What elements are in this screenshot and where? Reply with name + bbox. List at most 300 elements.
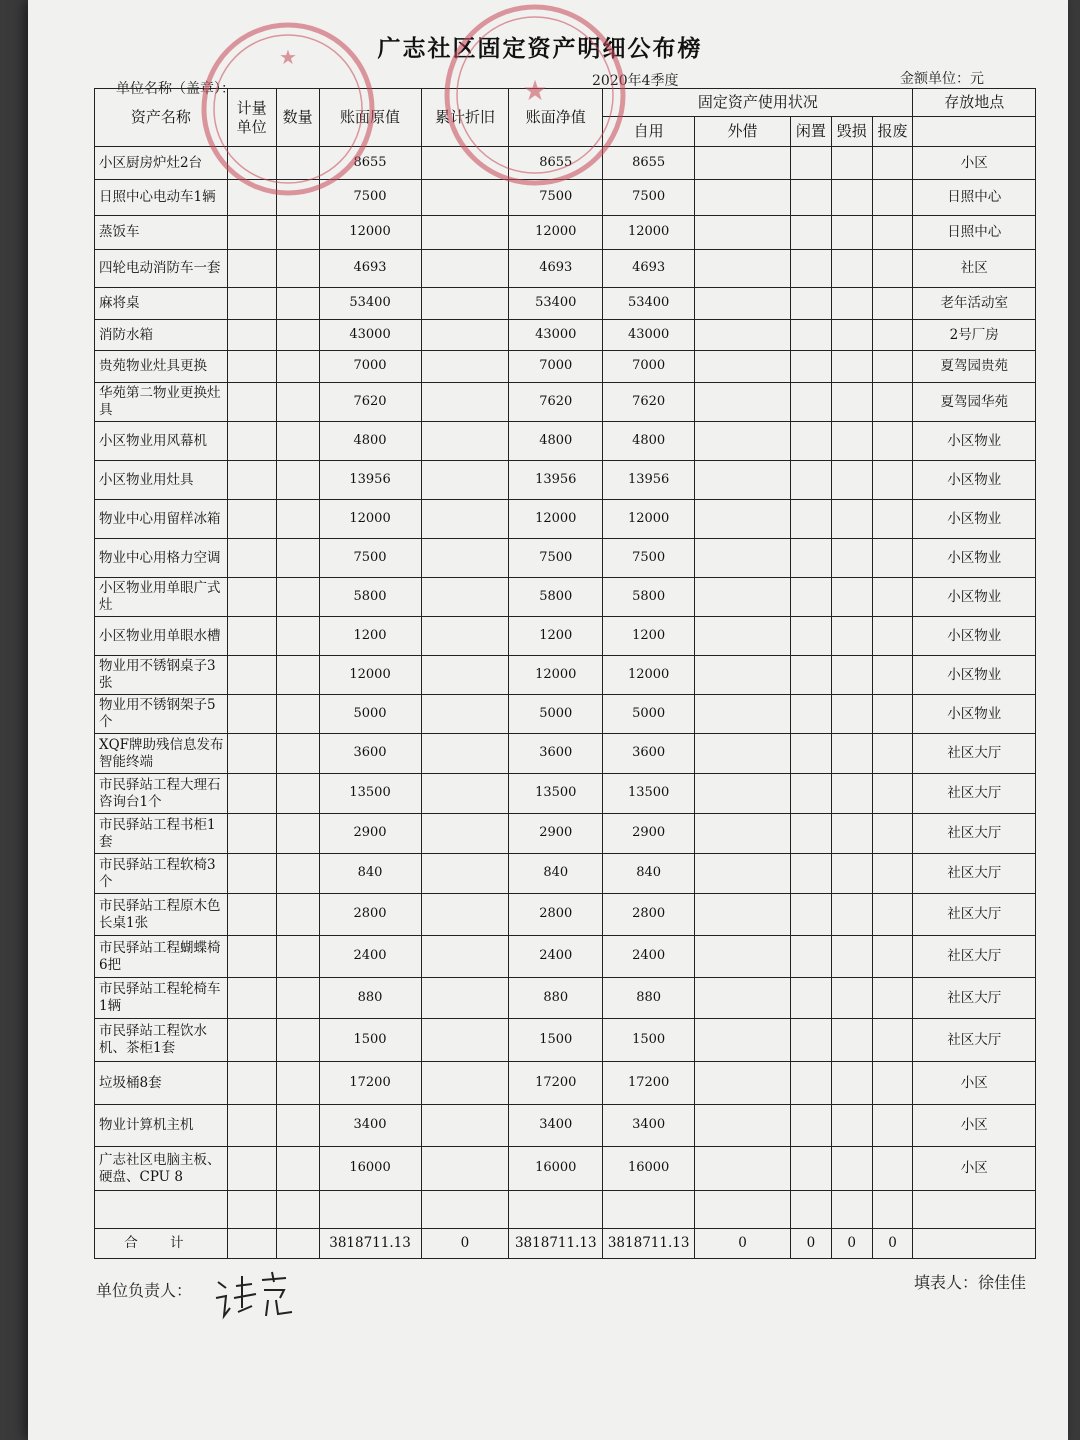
- location-cell: 社区大厅: [913, 894, 1036, 936]
- header-depreciation: 累计折旧: [421, 89, 509, 147]
- idle-cell: [790, 1019, 831, 1062]
- original-value-cell: 4693: [319, 250, 421, 288]
- lent-cell: [695, 180, 791, 216]
- asset-name-cell: 小区物业用单眼水槽: [95, 617, 228, 656]
- lent-cell: [695, 1105, 791, 1147]
- location-cell: 日照中心: [913, 180, 1036, 216]
- qty-cell: [276, 216, 319, 250]
- self-use-cell: 7000: [603, 351, 695, 383]
- asset-name-cell: 小区物业用单眼广式灶: [95, 578, 228, 617]
- idle-cell: [790, 1147, 831, 1191]
- self-use-cell: 7620: [603, 383, 695, 422]
- unit-cell: [227, 1105, 276, 1147]
- unit-cell: [227, 894, 276, 936]
- depreciation-cell: [421, 461, 509, 500]
- location-cell: 小区物业: [913, 578, 1036, 617]
- self-use-cell: 53400: [603, 288, 695, 320]
- self-use-cell: 5800: [603, 578, 695, 617]
- lent-cell: [695, 422, 791, 461]
- damaged-cell: [831, 734, 872, 774]
- location-cell: 社区大厅: [913, 814, 1036, 854]
- idle-cell: [790, 383, 831, 422]
- idle-cell: [790, 1191, 831, 1229]
- idle-cell: [790, 180, 831, 216]
- total-label: 合 计: [95, 1229, 228, 1259]
- depreciation-cell: [421, 288, 509, 320]
- scrapped-cell: [872, 1191, 913, 1229]
- depreciation-cell: [421, 1062, 509, 1105]
- qty-cell: [276, 422, 319, 461]
- table-row: [95, 1105, 1036, 1147]
- qty-cell: [276, 1019, 319, 1062]
- qty-cell: [276, 894, 319, 936]
- scrapped-cell: [872, 288, 913, 320]
- net-value-cell: 4800: [509, 422, 603, 461]
- scrapped-cell: [872, 383, 913, 422]
- unit-cell: [227, 250, 276, 288]
- depreciation-cell: [421, 936, 509, 978]
- qty-cell: [276, 978, 319, 1019]
- table-row: [95, 656, 1036, 695]
- lent-cell: [695, 500, 791, 539]
- depreciation-cell: [421, 250, 509, 288]
- header-idle: 闲置: [790, 117, 831, 147]
- idle-cell: [790, 250, 831, 288]
- damaged-cell: [831, 578, 872, 617]
- idle-cell: [790, 734, 831, 774]
- unit-cell: [227, 695, 276, 734]
- scrapped-cell: [872, 578, 913, 617]
- location-cell: 小区物业: [913, 617, 1036, 656]
- location-cell: 夏驾园华苑: [913, 383, 1036, 422]
- table-header: [95, 89, 1036, 147]
- idle-cell: [790, 216, 831, 250]
- damaged-cell: [831, 422, 872, 461]
- net-value-cell: 1500: [509, 1019, 603, 1062]
- location-cell: 社区: [913, 250, 1036, 288]
- table-row: [95, 894, 1036, 936]
- asset-name-cell: 物业中心用留样冰箱: [95, 500, 228, 539]
- location-cell: 夏驾园贵苑: [913, 351, 1036, 383]
- original-value-cell: 5800: [319, 578, 421, 617]
- self-use-cell: 7500: [603, 180, 695, 216]
- original-value-cell: 7620: [319, 383, 421, 422]
- location-cell: 小区: [913, 147, 1036, 180]
- depreciation-cell: [421, 351, 509, 383]
- damaged-cell: [831, 180, 872, 216]
- self-use-cell: 12000: [603, 500, 695, 539]
- scrapped-cell: [872, 894, 913, 936]
- qty-cell: [276, 250, 319, 288]
- self-use-cell: 17200: [603, 1062, 695, 1105]
- location-cell: 小区: [913, 1062, 1036, 1105]
- damaged-cell: [831, 617, 872, 656]
- lent-cell: [695, 1191, 791, 1229]
- original-value-cell: 2800: [319, 894, 421, 936]
- idle-cell: [790, 978, 831, 1019]
- damaged-cell: [831, 1019, 872, 1062]
- scrapped-cell: [872, 978, 913, 1019]
- damaged-cell: [831, 461, 872, 500]
- location-cell: 社区大厅: [913, 854, 1036, 894]
- idle-cell: [790, 894, 831, 936]
- table-row: [95, 814, 1036, 854]
- original-value-cell: 12000: [319, 656, 421, 695]
- net-value-cell: 13956: [509, 461, 603, 500]
- scrapped-cell: [872, 180, 913, 216]
- depreciation-cell: [421, 1147, 509, 1191]
- table-row: [95, 250, 1036, 288]
- unit-cell: [227, 617, 276, 656]
- original-value-cell: 12000: [319, 216, 421, 250]
- unit-cell: [227, 216, 276, 250]
- location-cell: 日照中心: [913, 216, 1036, 250]
- unit-cell: [227, 936, 276, 978]
- table-row: [95, 351, 1036, 383]
- table-row: [95, 978, 1036, 1019]
- handwritten-signature: [212, 1268, 296, 1324]
- location-cell: 老年活动室: [913, 288, 1036, 320]
- asset-name-cell: [95, 1191, 228, 1229]
- original-value-cell: 2400: [319, 936, 421, 978]
- svg-text:★: ★: [279, 45, 297, 69]
- quarter-label: 2020年4季度: [592, 73, 679, 89]
- original-value-cell: 3600: [319, 734, 421, 774]
- unit-cell: [227, 578, 276, 617]
- location-cell: [913, 1191, 1036, 1229]
- scrapped-cell: [872, 351, 913, 383]
- table-row: [95, 734, 1036, 774]
- asset-name-cell: 垃圾桶8套: [95, 1062, 228, 1105]
- original-value-cell: 13956: [319, 461, 421, 500]
- net-value-cell: [509, 1191, 603, 1229]
- scrapped-cell: [872, 422, 913, 461]
- asset-name-cell: 市民驿站工程饮水机、茶柜1套: [95, 1019, 228, 1062]
- idle-cell: [790, 774, 831, 814]
- net-value-cell: 4693: [509, 250, 603, 288]
- scrapped-cell: [872, 854, 913, 894]
- unit-name-label: 单位名称（盖章）：: [116, 81, 235, 97]
- idle-cell: [790, 1105, 831, 1147]
- damaged-cell: [831, 1191, 872, 1229]
- asset-name-cell: 日照中心电动车1辆: [95, 180, 228, 216]
- table-row: [95, 1147, 1036, 1191]
- unit-cell: [227, 351, 276, 383]
- location-cell: 2号厂房: [913, 320, 1036, 351]
- unit-cell: [227, 1062, 276, 1105]
- net-value-cell: 7500: [509, 539, 603, 578]
- idle-cell: [790, 936, 831, 978]
- table-row: [95, 288, 1036, 320]
- depreciation-cell: [421, 147, 509, 180]
- lent-cell: [695, 539, 791, 578]
- total-lent: 0: [695, 1229, 791, 1259]
- self-use-cell: 13956: [603, 461, 695, 500]
- lent-cell: [695, 695, 791, 734]
- scrapped-cell: [872, 320, 913, 351]
- self-use-cell: 840: [603, 854, 695, 894]
- location-cell: 小区: [913, 1105, 1036, 1147]
- header-location-blank: [913, 117, 1036, 147]
- self-use-cell: 5000: [603, 695, 695, 734]
- asset-name-cell: 四轮电动消防车一套: [95, 250, 228, 288]
- location-cell: 小区物业: [913, 656, 1036, 695]
- idle-cell: [790, 1062, 831, 1105]
- scrapped-cell: [872, 936, 913, 978]
- lent-cell: [695, 814, 791, 854]
- total-self-use: 3818711.13: [603, 1229, 695, 1259]
- lent-cell: [695, 461, 791, 500]
- idle-cell: [790, 578, 831, 617]
- unit-cell: [227, 147, 276, 180]
- self-use-cell: 2800: [603, 894, 695, 936]
- self-use-cell: 3600: [603, 734, 695, 774]
- lent-cell: [695, 978, 791, 1019]
- original-value-cell: 840: [319, 854, 421, 894]
- asset-name-cell: 市民驿站工程原木色长桌1张: [95, 894, 228, 936]
- lent-cell: [695, 894, 791, 936]
- qty-cell: [276, 500, 319, 539]
- depreciation-cell: [421, 854, 509, 894]
- scrapped-cell: [872, 734, 913, 774]
- table-body: [95, 147, 1036, 1229]
- net-value-cell: 12000: [509, 216, 603, 250]
- net-value-cell: 12000: [509, 500, 603, 539]
- qty-cell: [276, 1062, 319, 1105]
- net-value-cell: 43000: [509, 320, 603, 351]
- original-value-cell: 7500: [319, 539, 421, 578]
- scrapped-cell: [872, 250, 913, 288]
- idle-cell: [790, 854, 831, 894]
- self-use-cell: 2900: [603, 814, 695, 854]
- depreciation-cell: [421, 734, 509, 774]
- unit-cell: [227, 500, 276, 539]
- unit-cell: [227, 854, 276, 894]
- original-value-cell: 5000: [319, 695, 421, 734]
- qty-cell: [276, 814, 319, 854]
- original-value-cell: 53400: [319, 288, 421, 320]
- idle-cell: [790, 500, 831, 539]
- depreciation-cell: [421, 422, 509, 461]
- location-cell: 小区物业: [913, 422, 1036, 461]
- location-cell: 社区大厅: [913, 1019, 1036, 1062]
- self-use-cell: 2400: [603, 936, 695, 978]
- depreciation-cell: [421, 1105, 509, 1147]
- damaged-cell: [831, 894, 872, 936]
- net-value-cell: 5800: [509, 578, 603, 617]
- net-value-cell: 7500: [509, 180, 603, 216]
- unit-cell: [227, 288, 276, 320]
- asset-name-cell: 消防水箱: [95, 320, 228, 351]
- scrapped-cell: [872, 1147, 913, 1191]
- asset-name-cell: 小区物业用灶具: [95, 461, 228, 500]
- scrapped-cell: [872, 656, 913, 695]
- self-use-cell: 7500: [603, 539, 695, 578]
- qty-cell: [276, 383, 319, 422]
- header-self-use: 自用: [603, 117, 695, 147]
- location-cell: 小区: [913, 1147, 1036, 1191]
- unit-cell: [227, 383, 276, 422]
- total-qty: [276, 1229, 319, 1259]
- net-value-cell: 1200: [509, 617, 603, 656]
- location-cell: 小区物业: [913, 500, 1036, 539]
- original-value-cell: 16000: [319, 1147, 421, 1191]
- idle-cell: [790, 814, 831, 854]
- header-scrapped: 报废: [872, 117, 913, 147]
- header-name: 资产名称: [95, 89, 228, 147]
- original-value-cell: 4800: [319, 422, 421, 461]
- idle-cell: [790, 422, 831, 461]
- original-value-cell: 8655: [319, 147, 421, 180]
- net-value-cell: 12000: [509, 656, 603, 695]
- asset-name-cell: 市民驿站工程蝴蝶椅6把: [95, 936, 228, 978]
- damaged-cell: [831, 695, 872, 734]
- lent-cell: [695, 147, 791, 180]
- depreciation-cell: [421, 578, 509, 617]
- original-value-cell: 13500: [319, 774, 421, 814]
- damaged-cell: [831, 539, 872, 578]
- original-value-cell: 3400: [319, 1105, 421, 1147]
- scrapped-cell: [872, 147, 913, 180]
- lent-cell: [695, 656, 791, 695]
- depreciation-cell: [421, 814, 509, 854]
- qty-cell: [276, 936, 319, 978]
- damaged-cell: [831, 320, 872, 351]
- original-value-cell: 1500: [319, 1019, 421, 1062]
- idle-cell: [790, 351, 831, 383]
- self-use-cell: 4800: [603, 422, 695, 461]
- damaged-cell: [831, 147, 872, 180]
- svg-text:★: ★: [522, 74, 548, 107]
- idle-cell: [790, 288, 831, 320]
- self-use-cell: 12000: [603, 216, 695, 250]
- depreciation-cell: [421, 774, 509, 814]
- total-net: 3818711.13: [509, 1229, 603, 1259]
- scrapped-cell: [872, 461, 913, 500]
- location-cell: 小区物业: [913, 539, 1036, 578]
- self-use-cell: 16000: [603, 1147, 695, 1191]
- table-row: [95, 180, 1036, 216]
- asset-name-cell: 物业用不锈钢架子5个: [95, 695, 228, 734]
- header-usage: 固定资产使用状况: [603, 89, 913, 117]
- net-value-cell: 13500: [509, 774, 603, 814]
- lent-cell: [695, 288, 791, 320]
- qty-cell: [276, 461, 319, 500]
- damaged-cell: [831, 936, 872, 978]
- net-value-cell: 16000: [509, 1147, 603, 1191]
- net-value-cell: 2400: [509, 936, 603, 978]
- header-unit: 计量单位: [227, 89, 276, 147]
- location-cell: 小区物业: [913, 461, 1036, 500]
- idle-cell: [790, 320, 831, 351]
- lent-cell: [695, 617, 791, 656]
- scrapped-cell: [872, 695, 913, 734]
- table-row: [95, 695, 1036, 734]
- original-value-cell: 17200: [319, 1062, 421, 1105]
- location-cell: 社区大厅: [913, 734, 1036, 774]
- idle-cell: [790, 539, 831, 578]
- net-value-cell: 8655: [509, 147, 603, 180]
- asset-name-cell: 物业用不锈钢桌子3张: [95, 656, 228, 695]
- net-value-cell: 5000: [509, 695, 603, 734]
- table-row: [95, 422, 1036, 461]
- qty-cell: [276, 288, 319, 320]
- original-value-cell: [319, 1191, 421, 1229]
- unit-cell: [227, 180, 276, 216]
- asset-name-cell: 物业中心用格力空调: [95, 539, 228, 578]
- scrapped-cell: [872, 617, 913, 656]
- net-value-cell: 53400: [509, 288, 603, 320]
- net-value-cell: 880: [509, 978, 603, 1019]
- total-row: [95, 1229, 1036, 1259]
- asset-name-cell: 市民驿站工程书柜1套: [95, 814, 228, 854]
- table-row: [95, 774, 1036, 814]
- original-value-cell: 7500: [319, 180, 421, 216]
- total-original: 3818711.13: [319, 1229, 421, 1259]
- table-row: [95, 539, 1036, 578]
- depreciation-cell: [421, 180, 509, 216]
- total-scrapped: 0: [872, 1229, 913, 1259]
- damaged-cell: [831, 656, 872, 695]
- unit-cell: [227, 320, 276, 351]
- header-original: 账面原值: [319, 89, 421, 147]
- asset-name-cell: 小区物业用风幕机: [95, 422, 228, 461]
- depreciation-cell: [421, 320, 509, 351]
- damaged-cell: [831, 1105, 872, 1147]
- asset-name-cell: 市民驿站工程轮椅车1辆: [95, 978, 228, 1019]
- qty-cell: [276, 854, 319, 894]
- depreciation-cell: [421, 539, 509, 578]
- idle-cell: [790, 147, 831, 180]
- unit-cell: [227, 1019, 276, 1062]
- asset-name-cell: 麻将桌: [95, 288, 228, 320]
- qty-cell: [276, 1191, 319, 1229]
- header-lent: 外借: [695, 117, 791, 147]
- qty-cell: [276, 147, 319, 180]
- qty-cell: [276, 578, 319, 617]
- asset-name-cell: 华苑第二物业更换灶具: [95, 383, 228, 422]
- money-unit-label: 金额单位：元: [900, 71, 984, 87]
- scrapped-cell: [872, 216, 913, 250]
- lent-cell: [695, 1147, 791, 1191]
- damaged-cell: [831, 774, 872, 814]
- scrapped-cell: [872, 814, 913, 854]
- qty-cell: [276, 774, 319, 814]
- self-use-cell: 43000: [603, 320, 695, 351]
- idle-cell: [790, 695, 831, 734]
- original-value-cell: 7000: [319, 351, 421, 383]
- location-cell: 社区大厅: [913, 774, 1036, 814]
- self-use-cell: [603, 1191, 695, 1229]
- location-cell: 社区大厅: [913, 936, 1036, 978]
- table-footer: [95, 1229, 1036, 1259]
- asset-name-cell: 小区厨房炉灶2台: [95, 147, 228, 180]
- asset-name-cell: 贵苑物业灶具更换: [95, 351, 228, 383]
- depreciation-cell: [421, 617, 509, 656]
- net-value-cell: 2900: [509, 814, 603, 854]
- total-idle: 0: [790, 1229, 831, 1259]
- unit-cell: [227, 734, 276, 774]
- total-damaged: 0: [831, 1229, 872, 1259]
- lent-cell: [695, 1019, 791, 1062]
- lent-cell: [695, 320, 791, 351]
- total-depreciation: 0: [421, 1229, 509, 1259]
- depreciation-cell: [421, 695, 509, 734]
- scrapped-cell: [872, 1105, 913, 1147]
- depreciation-cell: [421, 383, 509, 422]
- table-row: [95, 1019, 1036, 1062]
- self-use-cell: 12000: [603, 656, 695, 695]
